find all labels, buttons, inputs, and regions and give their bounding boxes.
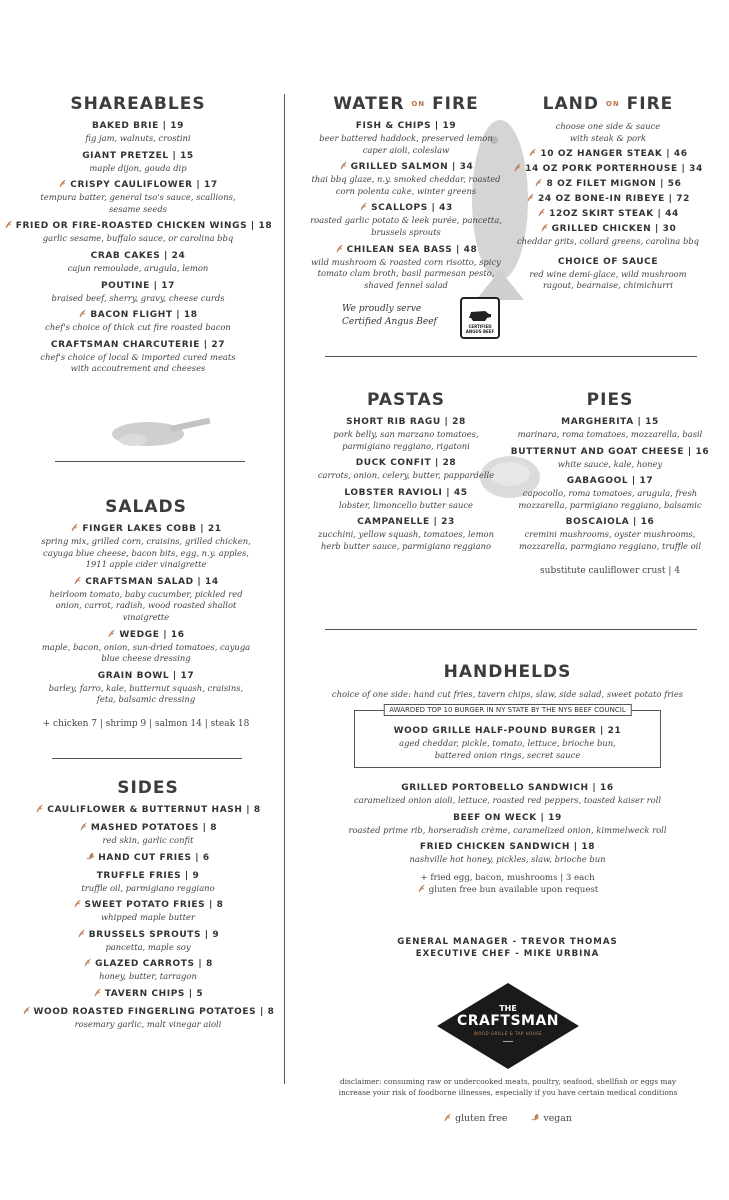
menu-item-name <box>0 309 276 322</box>
menu-item-label: SCALLOPS | 43 <box>371 203 453 214</box>
menu-item-description: zucchini, yellow squash, tomatoes, lemon herb butter sauce, parmigiano reggiano <box>318 529 494 551</box>
sauce-desc: red wine demi-glace, wild mushroom ragout, bearnaise, chimichurri <box>529 268 687 291</box>
menu-item-name <box>300 120 512 133</box>
divider <box>325 629 697 630</box>
angus-promo <box>300 297 512 341</box>
legend-gluten-free: gluten free <box>455 1113 508 1124</box>
handheld-extras: + fried egg, bacon, mushrooms | 3 each <box>420 872 595 883</box>
gluten-free-icon <box>73 576 82 585</box>
menu-item-description: marinara, roma tomatoes, mozzarella, basil <box>517 429 703 439</box>
angus-logo <box>460 297 500 339</box>
menu-item <box>502 446 718 471</box>
menu-item <box>512 148 704 161</box>
menu-item-description: garlic sesame, buffalo sauce, or carolina bbq <box>42 233 234 244</box>
menu-item <box>0 870 296 895</box>
menu-item-description: heirloom tomato, baby cucumber, pickled red onion, carrot, radish, wood roasted shallot vinaigrette <box>49 588 243 622</box>
menu-item <box>300 202 512 238</box>
menu-item-label: MASHED POTATOES | 8 <box>90 823 218 833</box>
menu-item-label: 12OZ SKIRT STEAK | 44 <box>549 209 679 219</box>
menu-item-label: TAVERN CHIPS | 5 <box>104 988 204 999</box>
menu-item <box>0 280 276 305</box>
menu-item-description: fig jam, walnuts, crostini <box>85 133 191 143</box>
water-fire-list <box>300 120 512 291</box>
menu-item-label: POUTINE | 17 <box>100 280 175 291</box>
menu-item-label: CRAB CAKES | 24 <box>90 250 186 261</box>
pies-section <box>502 390 718 578</box>
gluten-free-icon <box>93 988 102 997</box>
menu-item <box>0 309 276 334</box>
executive-chef: EXECUTIVE CHEF - MIKE URBINA <box>415 949 600 959</box>
menu-item-name <box>512 193 704 206</box>
menu-item <box>0 339 276 375</box>
section-title: HANDHELDS <box>443 662 572 682</box>
menu-item-label: FRIED CHICKEN SANDWICH | 18 <box>419 842 596 853</box>
menu-item-name <box>0 629 292 642</box>
menu-item <box>0 250 276 275</box>
menu-item-name <box>300 244 512 257</box>
gluten-free-icon <box>417 884 426 893</box>
divider <box>325 356 697 357</box>
menu-item-name <box>502 516 718 529</box>
title-word-land: LAND <box>542 94 599 114</box>
title-word-fire: FIRE <box>432 94 479 114</box>
menu-item-name <box>0 804 296 817</box>
title-on: ON <box>605 100 620 108</box>
angus-line-1: We proudly serve <box>342 304 422 315</box>
menu-item-description: lobster, limoncello butter sauce <box>339 499 473 510</box>
menu-item-name <box>0 220 276 233</box>
menu-item-description: cremini mushrooms, oyster mushrooms, mozzarella, parmgiano reggiano, truffle oil <box>518 529 702 551</box>
menu-item-name <box>0 822 296 835</box>
menu-item-label: CAULIFLOWER & BUTTERNUT HASH | 8 <box>47 805 261 815</box>
gf-bun-text: gluten free bun available upon request <box>428 884 599 895</box>
menu-item-label: MARGHERITA | 15 <box>561 417 659 427</box>
menu-item-name <box>512 178 704 191</box>
land-fire-list <box>512 148 704 248</box>
menu-item-name <box>320 782 695 795</box>
gluten-free-icon <box>339 161 348 170</box>
menu-item <box>0 576 292 624</box>
menu-item-label: SHORT RIB RAGU | 28 <box>346 417 466 427</box>
gluten-free-icon <box>79 822 88 831</box>
land-on-fire-section <box>512 94 704 292</box>
salads-section <box>0 497 292 731</box>
section-title <box>512 94 704 114</box>
gluten-free-icon <box>58 179 67 188</box>
menu-item-name <box>300 202 512 215</box>
menu-item-label: GRAIN BOWL | 17 <box>97 670 195 681</box>
salad-addons: + chicken 7 | shrimp 9 | salmon 14 | steak 18 <box>42 718 250 729</box>
menu-item-description: honey, butter, tarragon <box>99 971 197 982</box>
gluten-free-icon <box>77 929 86 938</box>
menu-item <box>320 782 695 807</box>
section-title: SALADS <box>105 497 187 517</box>
title-on: ON <box>411 100 426 108</box>
divider <box>55 461 245 462</box>
menu-item-label: BACON FLIGHT | 18 <box>90 310 198 321</box>
gluten-free-icon <box>35 804 44 813</box>
menu-item-label: SWEET POTATO FRIES | 8 <box>84 900 224 911</box>
menu-item-description: maple dijon, gouda dip <box>89 162 187 173</box>
menu-item-description: cheddar grits, collard greens, carolina bbq <box>516 236 700 246</box>
vegan-icon <box>531 1113 540 1122</box>
menu-item-label: WOOD ROASTED FINGERLING POTATOES | 8 <box>33 1006 275 1017</box>
menu-item-name <box>300 416 512 429</box>
menu-item <box>502 416 718 441</box>
menu-item-name <box>0 852 296 865</box>
menu-item-name <box>0 929 296 942</box>
gluten-free-icon <box>73 899 82 908</box>
gluten-free-icon <box>70 523 79 532</box>
gluten-free-icon <box>537 208 546 217</box>
title-word-water: WATER <box>333 94 405 114</box>
menu-item-description: tempura batter, general tso's sauce, scallions, sesame seeds <box>40 192 236 214</box>
menu-item-label: BAKED BRIE | 19 <box>92 121 184 131</box>
menu-item-name <box>300 487 512 500</box>
menu-item <box>0 220 276 245</box>
menu-item-description: chef's choice of thick cut fire roasted bacon <box>45 322 231 333</box>
menu-item <box>0 120 276 145</box>
menu-item-description: caramelized onion aioli, lettuce, roasted red peppers, toasted kaiser roll <box>353 795 662 806</box>
menu-item-label: FINGER LAKES COBB | 21 <box>82 524 222 534</box>
menu-item-label: CRAFTSMAN SALAD | 14 <box>85 576 219 587</box>
menu-item <box>502 475 718 511</box>
disclaimer-text: disclaimer: consuming raw or undercooked meats, poultry, seafood, shellfish or eggs may increase your risk of foodborne illnesses, especially if you have certain medical conditions <box>338 1077 678 1097</box>
shareables-list <box>0 120 276 375</box>
menu-item-label: HAND CUT FRIES | 6 <box>98 852 210 863</box>
gluten-free-icon <box>78 309 87 318</box>
menu-item-description: spring mix, grilled corn, craisins, grilled chicken, cayuga blue cheese, bacon bits, egg, n.y. apples, 1911 apple cider vinaigrette <box>41 536 251 570</box>
menu-item-name <box>0 988 296 1001</box>
pastas-list <box>300 416 512 553</box>
menu-item-description: red skin, garlic confit <box>102 835 194 845</box>
menu-item-name <box>300 457 512 470</box>
menu-item-name <box>502 475 718 488</box>
menu-item-label: WEDGE | 16 <box>119 629 185 640</box>
menu-item-label: GABAGOOL | 17 <box>566 476 654 487</box>
salads-list <box>0 523 292 706</box>
angus-line-2: Certified Angus Beef <box>342 317 437 328</box>
menu-item-name <box>0 870 296 883</box>
menu-item-description: wild mushroom & roasted corn risotto, spicy tomato clam broth, basil parmesan pesto, shaved fennel salad <box>311 256 501 290</box>
menu-item <box>0 629 292 665</box>
menu-item-label: CRISPY CAULIFLOWER | 17 <box>70 180 218 191</box>
menu-item <box>512 193 704 206</box>
gluten-free-icon <box>513 163 522 172</box>
menu-item-description: barley, farro, kale, butternut squash, craisins, feta, balsamic dressing <box>48 682 244 705</box>
land-subtitle: choose one side & sauce with steak & pork <box>555 121 661 143</box>
award-banner: AWARDED TOP 10 BURGER IN NY STATE BY THE NYS BEEF COUNCIL <box>383 704 632 716</box>
menu-item-description: roasted garlic potato & leek purée, pancetta, brussels sprouts <box>310 215 502 237</box>
menu-item-label: GLAZED CARROTS | 8 <box>95 959 213 970</box>
water-on-fire-section <box>300 94 512 341</box>
gluten-free-icon <box>335 244 344 253</box>
sauce-title: CHOICE OF SAUCE <box>557 256 659 267</box>
menu-item-name <box>320 812 695 825</box>
menu-item <box>0 988 296 1001</box>
menu-item <box>0 179 276 215</box>
menu-item-description: capocollo, roma tomatoes, arugula, fresh mozzarella, parmigiano reggiano, balsamic <box>518 488 702 510</box>
menu-item <box>502 516 718 552</box>
menu-item-name <box>512 163 704 176</box>
menu-item-name <box>0 250 276 263</box>
menu-item-name <box>0 670 292 683</box>
legend-vegan: vegan <box>543 1113 572 1124</box>
menu-item <box>300 161 512 197</box>
menu-item <box>300 487 512 512</box>
menu-item-name <box>320 841 695 854</box>
menu-item-name <box>0 576 292 589</box>
menu-item-label: LOBSTER RAVIOLI | 45 <box>344 487 468 498</box>
section-title: PIES <box>586 390 634 410</box>
vegan-icon <box>86 852 95 861</box>
menu-item-description: rosemary garlic, malt vinegar aioli <box>74 1018 222 1029</box>
menu-item-description: chef's choice of local & imported cured meats with accoutrement and cheeses <box>40 351 236 374</box>
gluten-free-icon <box>22 1006 31 1015</box>
menu-item-label: 24 OZ BONE-IN RIBEYE | 72 <box>538 194 690 204</box>
menu-item <box>512 223 704 248</box>
menu-item-description: cajun remoulade, arugula, lemon <box>67 262 209 273</box>
menu-item-label: BEEF ON WECK | 19 <box>453 812 562 823</box>
menu-item-name <box>300 516 512 529</box>
section-title: SIDES <box>117 778 179 798</box>
menu-item <box>512 178 704 191</box>
menu-item <box>300 244 512 292</box>
disclaimer <box>338 1076 678 1098</box>
menu-item <box>300 120 512 156</box>
menu-item-description: thai bbq glaze, n.y. smoked cheddar, roasted corn polenta cake, winter greens <box>311 174 501 196</box>
menu-item <box>0 822 296 847</box>
menu-item-name <box>0 120 276 133</box>
column-divider <box>284 94 285 1084</box>
menu-item-label: 8 OZ FILET MIGNON | 56 <box>546 179 682 189</box>
menu-item-name <box>512 208 704 221</box>
charcuterie-illustration <box>108 412 212 452</box>
sides-list <box>0 804 296 1031</box>
gluten-free-icon <box>528 148 537 157</box>
gluten-free-icon <box>4 220 13 229</box>
menu-item-name <box>0 523 292 536</box>
menu-item-description: braised beef, sherry, gravy, cheese curds <box>51 292 225 303</box>
burger-name: WOOD GRILLE HALF-POUND BURGER | 21 <box>393 726 622 736</box>
menu-item-description: pancetta, maple soy <box>105 941 191 952</box>
menu-item-name <box>0 339 276 352</box>
title-word-fire: FIRE <box>626 94 674 114</box>
menu-item-name <box>512 148 704 161</box>
menu-item-description: whipped maple butter <box>101 912 195 923</box>
sides-section <box>0 778 296 1036</box>
shareables-section <box>0 94 276 380</box>
menu-item-label: GRILLED CHICKEN | 30 <box>551 224 677 234</box>
section-title: PASTAS <box>367 390 445 410</box>
menu-item-description: white sauce, kale, honey <box>557 458 663 469</box>
menu-item-name <box>0 150 276 163</box>
menu-item-name <box>0 958 296 971</box>
menu-item-label: BUTTERNUT AND GOAT CHEESE | 16 <box>510 446 710 457</box>
pies-list <box>502 416 718 553</box>
general-manager: GENERAL MANAGER - TREVOR THOMAS <box>397 937 618 947</box>
menu-item-label: BRUSSELS SPROUTS | 9 <box>88 929 220 940</box>
logo-line-2: CRAFTSMAN <box>456 1013 560 1029</box>
menu-item-name <box>502 446 718 459</box>
menu-item <box>320 841 695 866</box>
logo-tagline: WOOD GRILLE & TAP HOUSE <box>473 1031 543 1036</box>
menu-item <box>320 812 695 837</box>
menu-item-description: carrots, onion, celery, butter, pappardelle <box>317 470 495 481</box>
gluten-free-icon <box>107 629 116 638</box>
menu-item <box>300 457 512 482</box>
menu-item-description: pork belly, san marzano tomatoes, parmigiano reggiano, rigatoni <box>333 429 479 451</box>
award-box <box>354 706 661 768</box>
angus-logo-text: CERTIFIED ANGUS BEEF <box>465 324 495 335</box>
handhelds-list <box>320 782 695 866</box>
menu-item-name <box>502 416 718 429</box>
staff-credits <box>320 936 695 960</box>
menu-item-label: FISH & CHIPS | 19 <box>355 121 457 131</box>
menu-item-label: FRIED OR FIRE-ROASTED CHICKEN WINGS | 18 <box>15 221 273 232</box>
menu-item <box>512 163 704 176</box>
menu-item-label: 14 OZ PORK PORTERHOUSE | 34 <box>525 164 703 174</box>
menu-item-label: DUCK CONFIT | 28 <box>355 458 457 469</box>
menu-item <box>0 929 296 954</box>
gluten-free-icon <box>534 178 543 187</box>
menu-item-description: beer battered haddock, preserved lemon caper aioli, coleslaw <box>319 133 493 155</box>
section-title: SHAREABLES <box>70 94 206 114</box>
menu-item <box>0 804 296 817</box>
menu-item-name <box>0 899 296 912</box>
pastas-section <box>300 390 512 558</box>
menu-item <box>0 670 292 706</box>
menu-item <box>0 523 292 571</box>
menu-item-name <box>300 161 512 174</box>
gluten-free-icon <box>359 202 368 211</box>
menu-item <box>0 1006 296 1031</box>
menu-item-label: GRILLED SALMON | 34 <box>350 162 474 173</box>
menu-item-name <box>0 179 276 192</box>
menu-item-label: CRAFTSMAN CHARCUTERIE | 27 <box>50 339 226 350</box>
substitute-crust: substitute cauliflower crust | 4 <box>540 565 680 576</box>
menu-item <box>0 899 296 924</box>
icon-legend <box>320 1113 695 1124</box>
menu-item <box>0 958 296 983</box>
menu-item-label: CHILEAN SEA BASS | 48 <box>346 244 478 255</box>
menu-item <box>300 516 512 552</box>
handhelds-subtitle: choice of one side: hand cut fries, tavern chips, slaw, side salad, sweet potato fries <box>331 689 684 699</box>
gluten-free-icon <box>443 1113 452 1122</box>
menu-item-label: GIANT PRETZEL | 15 <box>82 150 194 161</box>
handhelds-section <box>320 662 695 896</box>
craftsman-logo <box>436 982 580 1070</box>
menu-item-label: CAMPANELLE | 23 <box>357 517 455 528</box>
menu-item-label: BOSCAIOLA | 16 <box>565 517 655 528</box>
gf-bun-note <box>320 884 695 896</box>
gluten-free-icon <box>540 223 549 232</box>
menu-item <box>0 852 296 865</box>
menu-item-description: truffle oil, parmigiano reggiano <box>81 882 215 893</box>
menu-item-label: GRILLED PORTOBELLO SANDWICH | 16 <box>401 783 614 794</box>
section-title <box>300 94 512 114</box>
menu-item-description: nashville hot honey, pickles, slaw, brioche bun <box>409 854 606 865</box>
menu-item-label: 10 OZ HANGER STEAK | 46 <box>540 149 688 159</box>
menu-item <box>0 150 276 175</box>
gluten-free-icon <box>83 958 92 967</box>
menu-item <box>512 208 704 221</box>
menu-item-name <box>0 280 276 293</box>
menu-item-description: roasted prime rib, horseradish crème, caramelized onion, kimmelweck roll <box>348 824 667 835</box>
menu-item <box>300 416 512 452</box>
logo-line-1: THE <box>499 1004 517 1013</box>
divider <box>52 758 242 759</box>
gluten-free-icon <box>526 193 535 202</box>
menu-item-description: maple, bacon, onion, sun-dried tomatoes, cayuga blue cheese dressing <box>41 641 251 664</box>
menu-item-name <box>512 223 704 236</box>
menu-item-label: TRUFFLE FRIES | 9 <box>96 870 200 881</box>
burger-desc: aged cheddar, pickle, tomato, lettuce, brioche bun, battered onion rings, secret sauce <box>399 738 616 760</box>
menu-item-name <box>0 1006 296 1019</box>
